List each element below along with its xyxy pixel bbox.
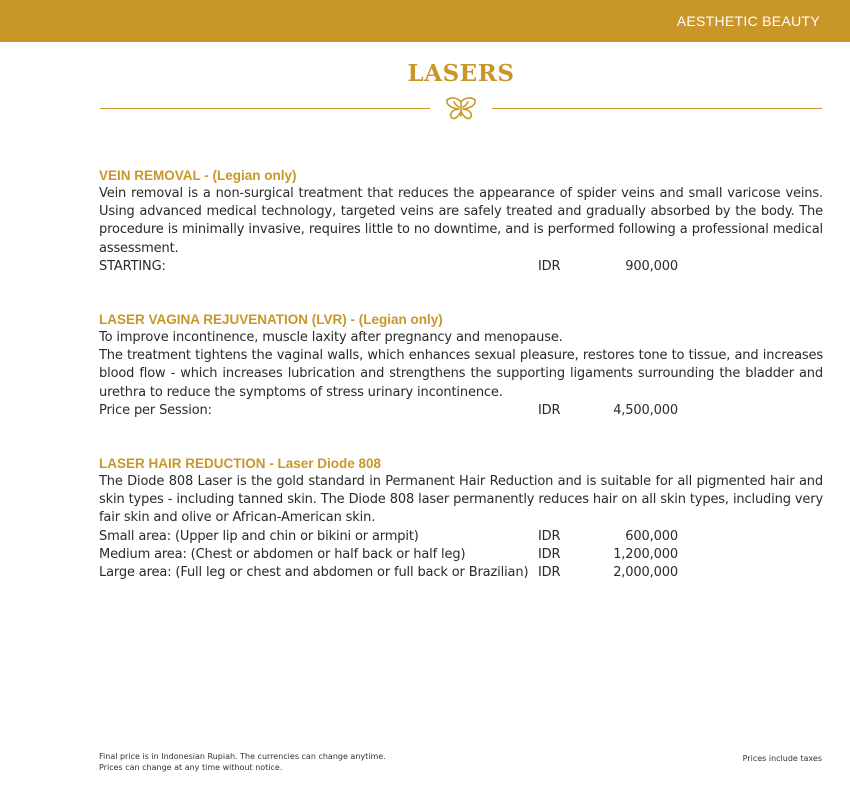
title-divider-right [492,108,822,109]
section-description: To improve incontinence, muscle laxity after pregnancy and menopause. [99,330,563,345]
price-currency: IDR [538,258,561,274]
price-row [99,564,823,582]
price-label: Small area: (Upper lip and chin or bikini or armpit) [99,528,419,544]
section-title: LASER HAIR REDUCTION - Laser Diode 808 [99,456,382,471]
footer-line: Final price is in Indonesian Rupiah. The currencies can change anytime. [99,752,386,761]
price-amount: 600,000 [625,528,678,544]
section-title: VEIN REMOVAL - (Legian only) [99,168,297,183]
price-amount: 900,000 [625,258,678,274]
price-currency: IDR [538,402,561,418]
price-amount: 4,500,000 [613,402,678,418]
footer-disclaimer [99,751,386,773]
price-currency: IDR [538,528,561,544]
price-row [99,546,823,564]
section-description: The Diode 808 Laser is the gold standard in Permanent Hair Reduction and is suitable for all pigmented hair and skin types - including tanned skin. The Diode 808 laser permanently reduces hair on all skin types, including very fair skin and olive or African-American skin. [99,474,823,526]
price-row [99,528,823,546]
title-divider-left [100,108,430,109]
price-label: Large area: (Full leg or chest and abdomen or full back or Brazilian) [99,564,529,580]
footer-tax-note: Prices include taxes [742,754,822,763]
price-row [99,402,823,420]
section-vein-removal [99,167,823,276]
price-row [99,258,823,276]
butterfly-ornament-icon [445,96,477,122]
header-bar [0,0,850,42]
section-laser-hair-reduction [99,455,823,582]
price-amount: 2,000,000 [613,564,678,580]
section-laser-vagina-rejuvenation [99,311,823,420]
price-label: Medium area: (Chest or abdomen or half back or half leg) [99,546,466,562]
price-amount: 1,200,000 [613,546,678,562]
page-title: LASERS [407,60,515,87]
section-description: The treatment tightens the vaginal walls, which enhances sexual pleasure, restores tone to tissue, and increases blood flow - which increases lubrication and strengthens the supporting ligaments surrounding the bladder and urethra to reduce the symptoms of stress urinary incontinence. [99,348,823,400]
header-label: AESTHETIC BEAUTY [676,13,820,29]
footer-line: Prices can change at any time without notice. [99,763,283,772]
price-currency: IDR [538,546,561,562]
price-currency: IDR [538,564,561,580]
section-title: LASER VAGINA REJUVENATION (LVR) - (Legian only) [99,312,443,327]
section-description: Vein removal is a non-surgical treatment that reduces the appearance of spider veins and small varicose veins. Using advanced medical technology, targeted veins are safely treated and gradually absorbed by the body. The procedure is minimally invasive, requires little to no downtime, and is performed following a professional medical assessment. [99,186,823,256]
price-label: STARTING: [99,258,166,274]
price-label: Price per Session: [99,402,212,418]
